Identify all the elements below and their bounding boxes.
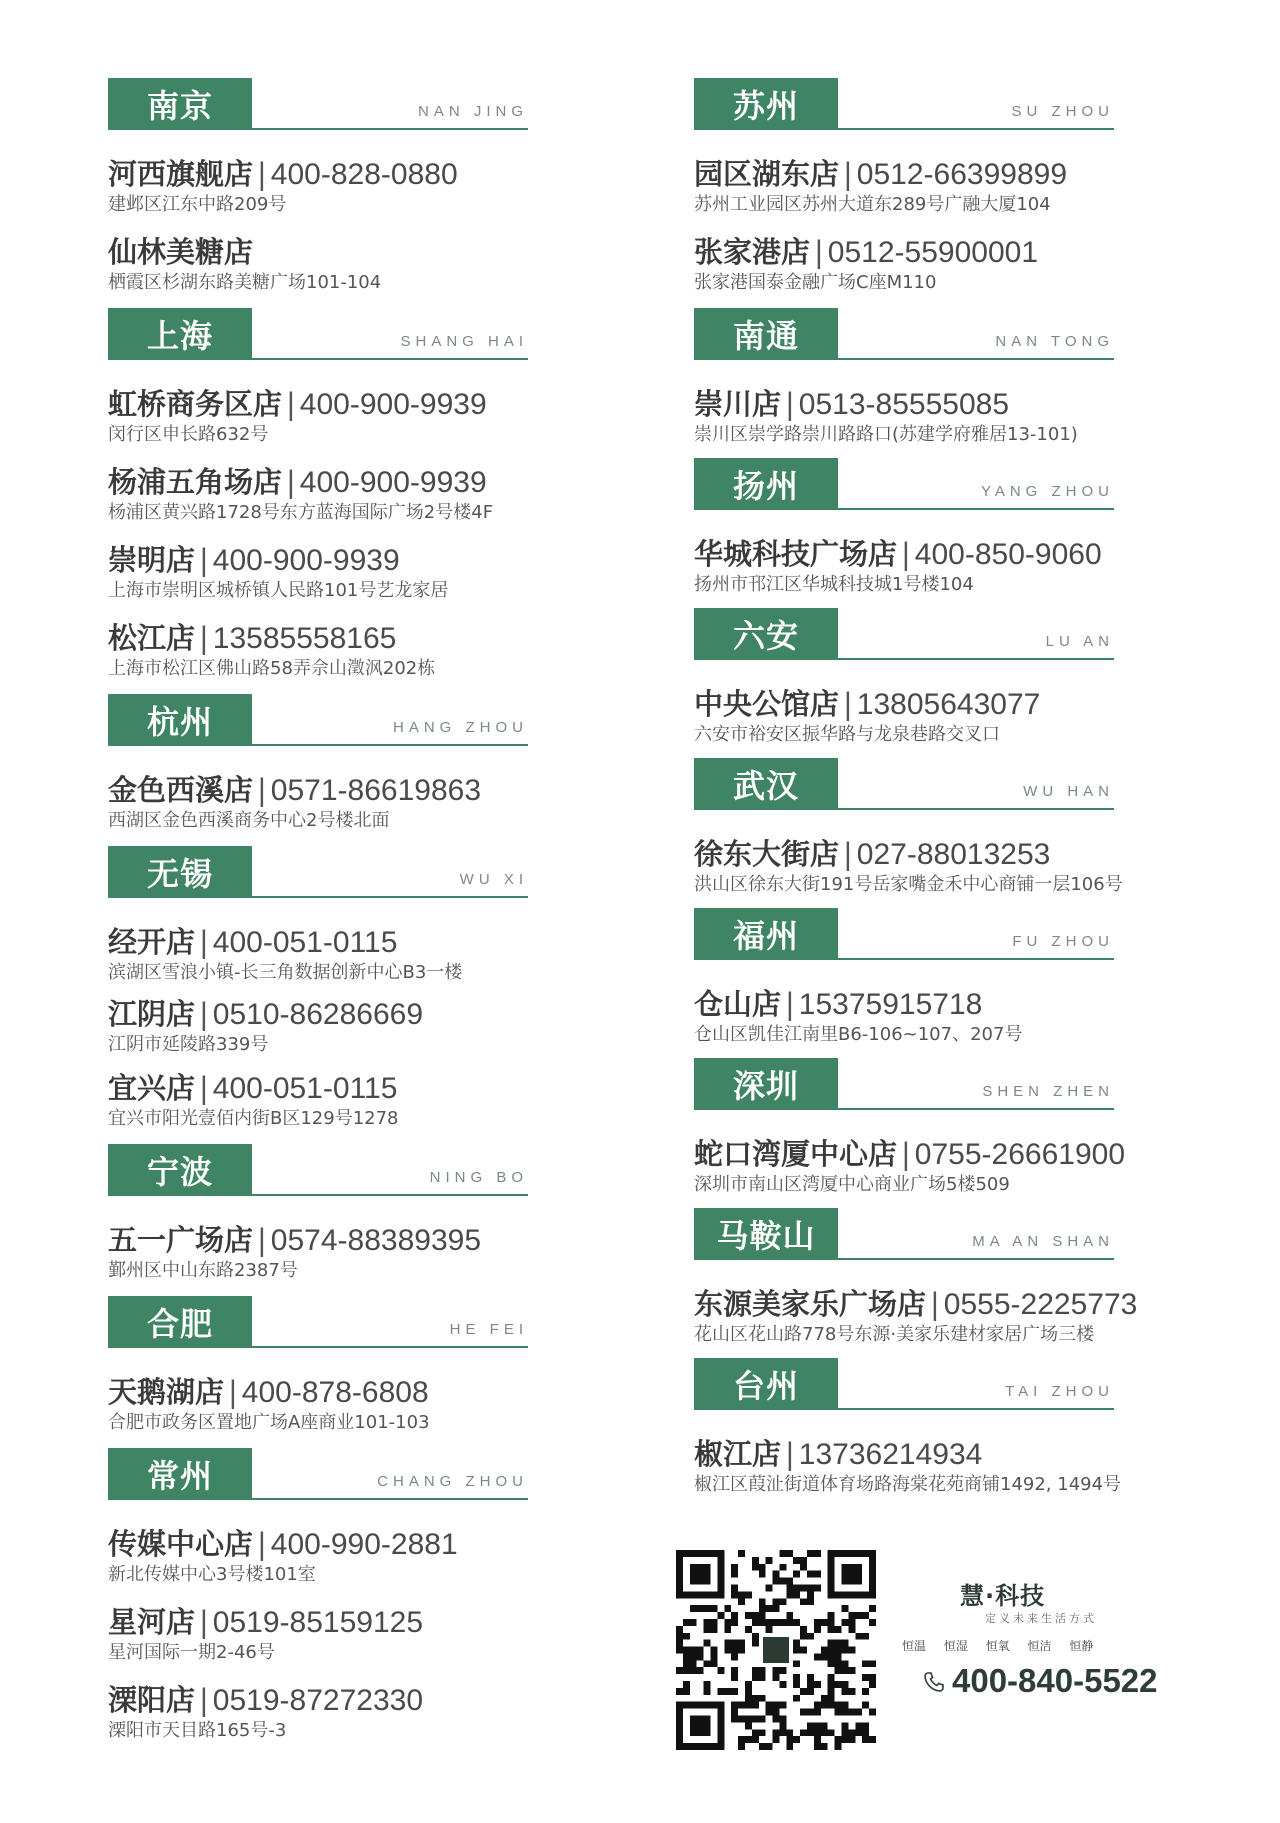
store-title	[108, 1600, 423, 1641]
city-name: 六安	[694, 608, 838, 660]
city-pinyin: HANG ZHOU	[393, 719, 528, 736]
store-phone[interactable]: 400-900-9939	[299, 388, 487, 421]
city-header	[694, 608, 1114, 660]
store-title	[108, 538, 400, 579]
divider	[694, 358, 1114, 360]
store-title	[694, 1432, 982, 1473]
store-name: 蛇口湾厦中心店	[694, 1137, 898, 1171]
store-phone[interactable]: 0519-85159125	[212, 1606, 424, 1639]
city-pinyin: MA AN SHAN	[972, 1233, 1114, 1250]
city-header	[108, 78, 528, 130]
separator: |	[257, 773, 267, 807]
feature-item: 恒洁	[1027, 1639, 1052, 1653]
store-title	[108, 230, 253, 271]
store-address: 花山区花山路778号东源·美家乐建材家居广场三楼	[694, 1324, 1095, 1345]
store-phone[interactable]: 0513-85555085	[798, 388, 1010, 421]
city-pinyin: TAI ZHOU	[1005, 1383, 1114, 1400]
feature-item: 恒静	[1069, 1639, 1094, 1653]
divider	[694, 808, 1114, 810]
feature-item: 恒温	[902, 1639, 927, 1653]
store-title	[108, 1678, 423, 1719]
store-name: 仙林美糖店	[108, 235, 254, 269]
separator: |	[199, 925, 209, 959]
separator: |	[901, 537, 911, 571]
store-phone[interactable]: 400-900-9939	[212, 544, 400, 577]
city-pinyin: LU AN	[1045, 633, 1114, 650]
separator: |	[843, 837, 853, 871]
store-address: 新北传媒中心3号楼101室	[108, 1564, 316, 1585]
store-phone[interactable]: 15375915718	[798, 988, 983, 1021]
store-name: 张家港店	[694, 235, 811, 269]
city-pinyin: WU XI	[459, 871, 528, 888]
store-title	[108, 382, 487, 423]
store-name: 崇川店	[694, 387, 782, 421]
divider	[108, 1346, 528, 1348]
separator: |	[286, 465, 296, 499]
store-address: 上海市松江区佛山路58弄佘山澂沨202栋	[108, 658, 436, 679]
divider	[694, 508, 1114, 510]
store-address: 洪山区徐东大街191号岳家嘴金禾中心商铺一层106号	[694, 874, 1123, 895]
separator: |	[199, 1605, 209, 1639]
city-name: 扬州	[694, 458, 838, 510]
store-address: 宜兴市阳光壹佰内街B区129号1278	[108, 1108, 399, 1129]
store-title	[694, 230, 1038, 271]
store-address: 深圳市南山区湾厦中心商业广场5楼509	[694, 1174, 1010, 1195]
city-pinyin: WU HAN	[1023, 783, 1114, 800]
store-title	[108, 920, 397, 961]
separator: |	[785, 387, 795, 421]
city-header	[108, 1448, 528, 1500]
store-name: 园区湖东店	[694, 157, 840, 191]
store-phone[interactable]: 0512-55900001	[827, 236, 1039, 269]
store-name: 东源美家乐广场店	[694, 1287, 927, 1321]
store-address: 仓山区凯佳江南里B6-106~107、207号	[694, 1024, 1023, 1045]
store-title	[694, 152, 1067, 193]
city-header	[108, 1296, 528, 1348]
store-name: 仓山店	[694, 987, 782, 1021]
store-title	[694, 832, 1050, 873]
separator: |	[814, 235, 824, 269]
city-pinyin: HE FEI	[449, 1321, 528, 1338]
separator: |	[785, 1437, 795, 1471]
city-header	[694, 1208, 1114, 1260]
store-name: 经开店	[108, 925, 196, 959]
separator: |	[930, 1287, 940, 1321]
separator: |	[199, 543, 209, 577]
store-phone[interactable]: 400-828-0880	[270, 158, 458, 191]
qr-code-icon[interactable]	[676, 1550, 876, 1750]
separator: |	[843, 157, 853, 191]
store-phone[interactable]: 0555-2225773	[943, 1288, 1138, 1321]
store-title	[694, 532, 1102, 573]
store-address: 滨湖区雪浪小镇-长三角数据创新中心B3一楼	[108, 962, 463, 983]
store-phone[interactable]: 027-88013253	[856, 838, 1051, 871]
divider	[108, 358, 528, 360]
city-header	[108, 846, 528, 898]
brand-logo: 慧·科技	[960, 1582, 1046, 1610]
city-pinyin: NAN JING	[417, 103, 528, 120]
store-address: 张家港国泰金融广场C座M110	[694, 272, 937, 293]
feature-item: 恒氧	[985, 1639, 1010, 1653]
city-name: 台州	[694, 1358, 838, 1410]
divider	[108, 1194, 528, 1196]
feature-list	[902, 1637, 1107, 1654]
store-name: 松江店	[108, 621, 196, 655]
divider	[694, 958, 1114, 960]
store-title	[694, 382, 1009, 423]
separator: |	[199, 997, 209, 1031]
hotline-number[interactable]: 400-840-5522	[952, 1662, 1158, 1699]
store-phone[interactable]: 400-990-2881	[270, 1528, 458, 1561]
divider	[108, 744, 528, 746]
store-name: 中央公馆店	[694, 687, 840, 721]
store-title	[694, 1132, 1125, 1173]
store-phone[interactable]: 0510-86286669	[212, 998, 424, 1031]
store-title	[108, 1522, 458, 1563]
store-address: 西湖区金色西溪商务中心2号楼北面	[108, 810, 390, 831]
store-name: 天鹅湖店	[108, 1375, 225, 1409]
store-name: 金色西溪店	[108, 773, 254, 807]
store-address: 星河国际一期2-46号	[108, 1642, 275, 1663]
separator: |	[199, 1071, 209, 1105]
city-name: 无锡	[108, 846, 252, 898]
store-phone[interactable]: 13805643077	[856, 688, 1041, 721]
divider	[694, 1408, 1114, 1410]
separator: |	[257, 1527, 267, 1561]
store-phone[interactable]: 0512-66399899	[856, 158, 1068, 191]
store-title	[108, 152, 458, 193]
store-address: 六安市裕安区振华路与龙泉巷路交叉口	[694, 724, 1000, 745]
city-name: 苏州	[694, 78, 838, 130]
store-address: 崇川区崇学路崇川路路口(苏建学府雅居13-101)	[694, 424, 1078, 445]
city-header	[108, 308, 528, 360]
city-name: 杭州	[108, 694, 252, 746]
store-name: 杨浦五角场店	[108, 465, 283, 499]
store-name: 虹桥商务区店	[108, 387, 283, 421]
store-title	[108, 616, 396, 657]
store-phone[interactable]: 400-878-6808	[241, 1376, 429, 1409]
separator: |	[843, 687, 853, 721]
store-name: 徐东大街店	[694, 837, 840, 871]
city-name: 合肥	[108, 1296, 252, 1348]
city-header	[694, 78, 1114, 130]
city-pinyin: CHANG ZHOU	[377, 1473, 528, 1490]
store-phone[interactable]: 400-051-0115	[212, 926, 398, 959]
city-pinyin: YANG ZHOU	[980, 483, 1114, 500]
city-header	[694, 1358, 1114, 1410]
city-header	[694, 308, 1114, 360]
city-header	[694, 758, 1114, 810]
city-pinyin: SU ZHOU	[1011, 103, 1114, 120]
store-title	[694, 682, 1040, 723]
store-address: 栖霞区杉湖东路美糖广场101-104	[108, 272, 382, 293]
separator: |	[286, 387, 296, 421]
city-name: 南京	[108, 78, 252, 130]
store-address: 杨浦区黄兴路1728号东方蓝海国际广场2号楼4F	[108, 502, 494, 523]
divider	[694, 128, 1114, 130]
city-pinyin: SHANG HAI	[400, 333, 528, 350]
store-phone[interactable]: 13585558165	[212, 622, 397, 655]
store-title	[108, 460, 487, 501]
divider	[694, 1258, 1114, 1260]
store-phone[interactable]: 400-850-9060	[914, 538, 1102, 571]
city-name: 深圳	[694, 1058, 838, 1110]
store-address: 闵行区申长路632号	[108, 424, 269, 445]
separator: |	[199, 1683, 209, 1717]
store-phone[interactable]: 400-051-0115	[212, 1072, 398, 1105]
city-pinyin: SHEN ZHEN	[982, 1083, 1114, 1100]
store-name: 宜兴店	[108, 1071, 196, 1105]
store-name: 溧阳店	[108, 1683, 196, 1717]
city-pinyin: NING BO	[429, 1169, 528, 1186]
store-address: 苏州工业园区苏州大道东289号广融大厦104	[694, 194, 1051, 215]
store-title	[108, 1066, 397, 1107]
store-name: 五一广场店	[108, 1223, 254, 1257]
separator: |	[901, 1137, 911, 1171]
separator: |	[785, 987, 795, 1021]
store-phone[interactable]: 0574-88389395	[270, 1224, 482, 1257]
store-address: 鄞州区中山东路2387号	[108, 1260, 298, 1281]
store-address: 合肥市政务区置地广场A座商业101-103	[108, 1412, 430, 1433]
separator: |	[228, 1375, 238, 1409]
city-name: 武汉	[694, 758, 838, 810]
city-name: 上海	[108, 308, 252, 360]
divider	[108, 896, 528, 898]
store-address: 椒江区葭沚街道体育场路海棠花苑商铺1492, 1494号	[694, 1474, 1122, 1495]
store-title	[108, 1218, 481, 1259]
city-header	[108, 694, 528, 746]
store-name: 椒江店	[694, 1437, 782, 1471]
feature-item: 恒湿	[943, 1639, 968, 1653]
city-name: 福州	[694, 908, 838, 960]
store-name: 传媒中心店	[108, 1527, 254, 1561]
store-title	[108, 992, 423, 1033]
divider	[108, 128, 528, 130]
store-address: 江阴市延陵路339号	[108, 1034, 269, 1055]
city-header	[694, 458, 1114, 510]
store-name: 崇明店	[108, 543, 196, 577]
store-address: 上海市崇明区城桥镇人民路101号艺龙家居	[108, 580, 449, 601]
city-name: 宁波	[108, 1144, 252, 1196]
store-title	[108, 1370, 429, 1411]
store-name: 河西旗舰店	[108, 157, 254, 191]
store-title	[694, 982, 982, 1023]
store-phone[interactable]: 0519-87272330	[212, 1684, 424, 1717]
city-header	[108, 1144, 528, 1196]
divider	[694, 1108, 1114, 1110]
store-phone[interactable]: 0755-26661900	[914, 1138, 1126, 1171]
phone-icon	[922, 1670, 946, 1694]
city-name: 常州	[108, 1448, 252, 1500]
city-name: 南通	[694, 308, 838, 360]
store-address: 扬州市邗江区华城科技城1号楼104	[694, 574, 974, 595]
city-header	[694, 1058, 1114, 1110]
separator: |	[199, 621, 209, 655]
store-address: 建邺区江东中路209号	[108, 194, 287, 215]
divider	[694, 658, 1114, 660]
store-title	[694, 1282, 1137, 1323]
city-pinyin: FU ZHOU	[1012, 933, 1114, 950]
city-name: 马鞍山	[694, 1208, 838, 1260]
store-name: 江阴店	[108, 997, 196, 1031]
store-address: 溧阳市天目路165号-3	[108, 1720, 287, 1741]
store-phone[interactable]: 13736214934	[798, 1438, 983, 1471]
city-header	[694, 908, 1114, 960]
store-name: 星河店	[108, 1605, 196, 1639]
divider	[108, 1498, 528, 1500]
store-title	[108, 768, 481, 809]
city-pinyin: NAN TONG	[995, 333, 1114, 350]
separator: |	[257, 157, 267, 191]
store-phone[interactable]: 400-900-9939	[299, 466, 487, 499]
store-phone[interactable]: 0571-86619863	[270, 774, 482, 807]
store-name: 华城科技广场店	[694, 537, 898, 571]
brand-slogan: 定义未来生活方式	[985, 1612, 1097, 1625]
separator: |	[257, 1223, 267, 1257]
